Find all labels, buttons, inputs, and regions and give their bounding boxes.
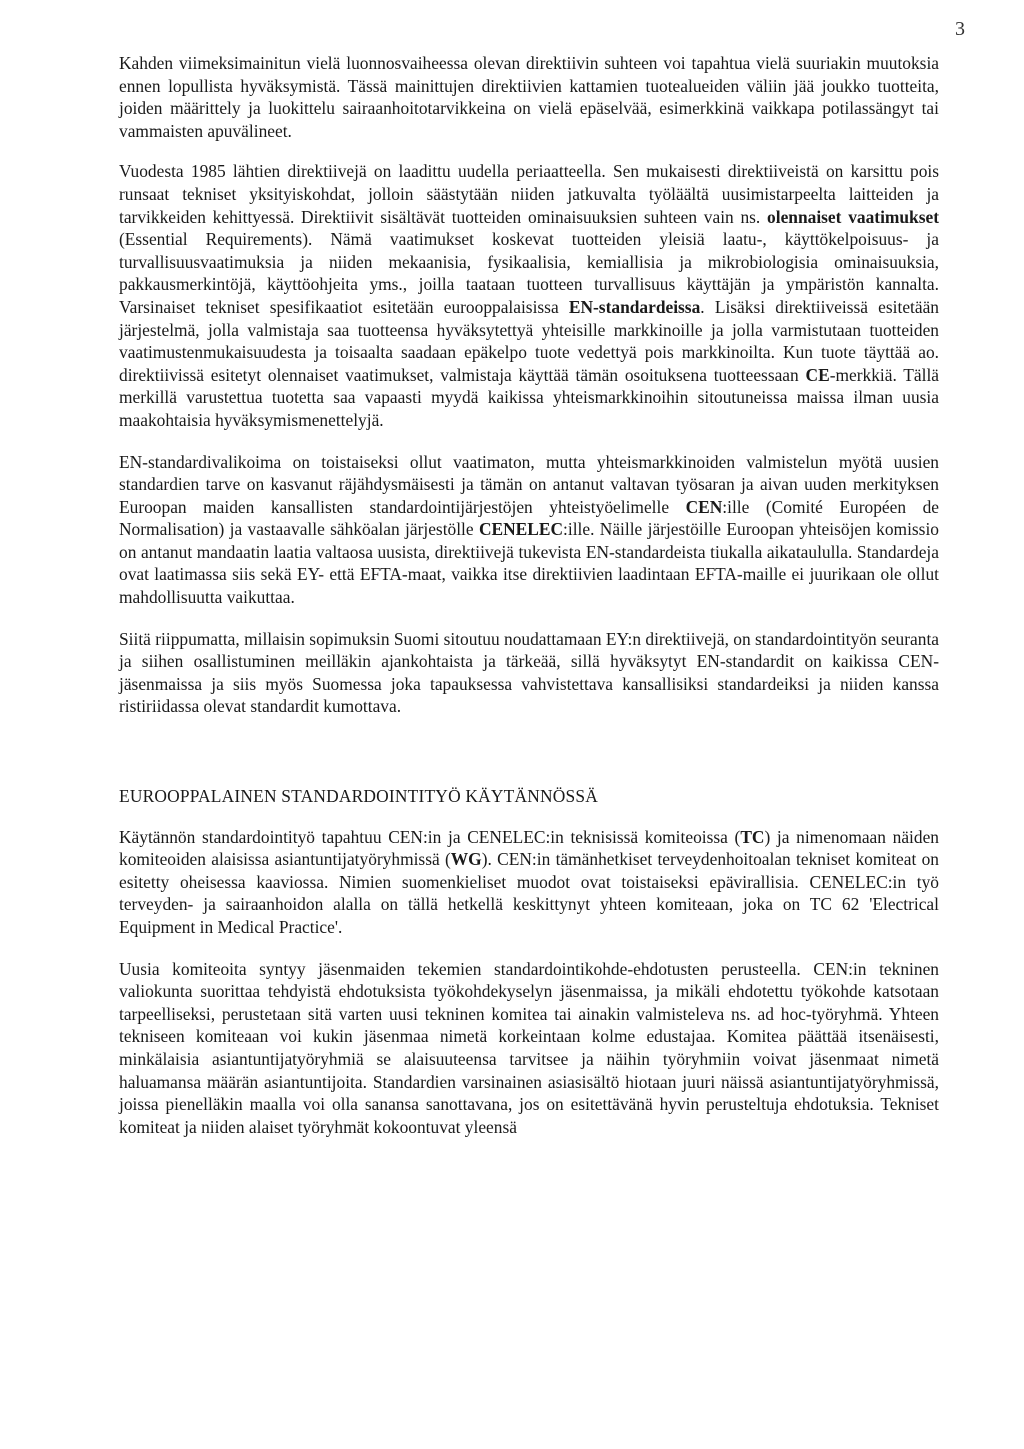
text-segment: -merkkiä. Tällä merkillä varustettua tuotetta saa vapaasti myydä kaikissa yhteismarkkinoihin sitoutuneissa maissa ilman uusia maakohtaisia hyväksymismenettelyjä. (119, 364, 940, 430)
document-body (119, 52, 939, 1138)
bold-term-en-standards: EN-standardeissa (568, 296, 701, 317)
paragraph-new-committees: Uusia komiteoita syntyy jäsenmaiden tekemien standardointikohde-ehdotusten perusteella. CEN:in tekninen valiokunta suorittaa tehdyistä ehdotuksista työkohdekyselyn jäsenmaissa, ja mikäli ehdotettu työkohde katsotaan tarpeelliseksi, perustetaan sitä varten uusi tekninen komitea tai ainakin valmisteleva ns. ad hoc-työryhmä. Yhteen tekniseen komiteaan voi kukin jäsenmaa nimetä korkeintaan kolme edustajaa. Komitea päättää itsenäisesti, minkälaisia asiantuntijatyöryhmiä se alaisuuteensa tarvitsee ja näihin työryhmiin voivat jäsenmaat nimetä haluamansa määrän asiantuntijoita. Standardien varsinainen asiasisältö hiotaan juuri näissä asiantuntijatyöryhmissä, joissa pienelläkin maalla voi olla sanansa sanottavana, jos on esitettävänä hyvin perusteltuja ehdotuksia. Tekniset komiteat ja niiden alaiset työryhmät kokoontuvat yleensä (119, 958, 939, 1137)
paragraph-directive-drafts: Kahden viimeksimainitun vielä luonnosvaiheessa olevan direktiivin suhteen voi tapahtua vielä suuriakin muutoksia ennen lopullista hyväksymistä. Tässä mainittujen direktiivien kattamien tuotealueiden väliin jää joukko tuotteita, joiden määrittely ja luokittelu sairaanhoitotarvikkeina on vielä epäselvää, esimerkkinä vaikkapa potilassängyt tai vammaisten apuvälineet. (119, 53, 939, 141)
bold-term-ce: CE (805, 364, 830, 385)
text-segment: Käytännön standardointityö tapahtuu CEN:in ja CENELEC:in teknisissä komiteoissa ( (119, 826, 741, 847)
bold-term-essential-requirements: olennaiset vaatimukset (767, 206, 940, 227)
section-heading: EUROOPPALAINEN STANDARDOINTITYÖ KÄYTÄNNÖSSÄ (119, 786, 599, 807)
text-segment: Vuodesta 1985 lähtien direktiivejä on laadittu uudella periaatteella. Sen mukaisesti direktiiveistä on karsittu pois runsaat tekniset yksityiskohdat, jolloin säästytään niiden jatkuvalta työläältä uusimistarpeelta laitteiden ja tarvikkeiden kehittyessä. Direktiivit sisältävät tuotteiden ominaisuuksien suhteen vain ns. (119, 161, 939, 227)
bold-term-cenelec: CENELEC (478, 519, 564, 540)
paragraph-en-standards (119, 451, 939, 609)
paragraph-finland: Siitä riippumatta, millaisin sopimuksin Suomi sitoutuu noudattamaan EY:n direktiivejä, on standardointityön seuranta ja siihen osallistuminen meilläkin ajankohtaista ja tärkeää, sillä hyväksytyt EN-standardit on kaikissa CEN-jäsenmaissa ja siis myös Suomessa joka tapauksessa vahvistettava kansallisiksi standardeiksi ja niiden kanssa ristiriidassa olevat standardit kumottava. (119, 628, 939, 717)
text-segment: . Lisäksi direktiiveissä esitetään järjestelmä, jolla valmistaja saa tuotteensa hyväksytettyä yhteisille markkinoille ja jolla varmistutaan tuotteiden vaatimustenmukaisuudesta ja toisaalta saadaan epäkelpo tuote vedettyä pois markkinoilta. Kun tuote täyttää ao. direktiivissä esitetyt olennaiset vaatimukset, valmistaja käyttää tämän osoituksena tuotteessaan (119, 296, 939, 385)
text-segment: ) ja nimenomaan näiden komiteoiden alaisissa asiantuntijatyöryhmissä ( (119, 826, 939, 870)
bold-term-cen: CEN (685, 496, 723, 517)
text-segment: :ille (Comité Européen de Normalisation) ja vastaavalle sähköalan järjestölle (119, 496, 939, 540)
paragraph-new-approach (119, 160, 939, 431)
bold-term-tc: TC (740, 826, 765, 847)
bold-term-wg: WG (450, 849, 482, 870)
text-segment: (Essential Requirements). Nämä vaatimukset koskevat tuotteiden yleisiä laatu-, käyttökelpoisuus- ja turvallisuusvaatimuksia ja niiden mekaanisia, fysikaalisia, kemiallisia ja mikrobiologisia ominaisuuksia, pakkausmerkintöjä, käyttöohjeita yms., joilla taataan tuotteen turvallisuus käyttäjän ja ympäristön kannalta. Varsinaiset tekniset spesifikaatiot esitetään eurooppalaisissa (119, 229, 939, 317)
text-segment: EN-standardivalikoima on toistaiseksi ollut vaatimaton, mutta yhteismarkkinoiden valmistelun myötä uusien standardien tarve on kasvanut räjähdysmäisesti ja tämän on antanut valtavan työsaran ja aivan uuden merkityksen Euroopan maiden kansallisten standardointijärjestöjen yhteistyöelimelle (119, 451, 939, 517)
text-segment: :ille. Näille järjestöille Euroopan yhteisöjen komissio on antanut mandaatin laatia valtaosa uusista, direktiivejä tukevista EN-standardeista tiukalla aikataululla. Standardeja ovat laatimassa siis sekä EY- että EFTA-maat, vaikka itse direktiivien laadintaan EFTA-maille ei juurikaan ole ollut mahdollisuutta vaikuttaa. (119, 519, 939, 608)
paragraph-technical-committees (119, 826, 939, 939)
text-segment: ). CEN:in tämänhetkiset terveydenhoitoalan tekniset komiteat on esitetty oheisessa kaaviossa. Nimien suomenkieliset muodot ovat toistaiseksi epävirallisia. CENELEC:in työ terveyden- ja sairaanhoidon alalla on tällä hetkellä keskittynyt yhteen komiteaan, joka on TC 62 'Electrical Equipment in Medical Practice'. (119, 849, 939, 937)
page-number: 3 (955, 18, 965, 40)
